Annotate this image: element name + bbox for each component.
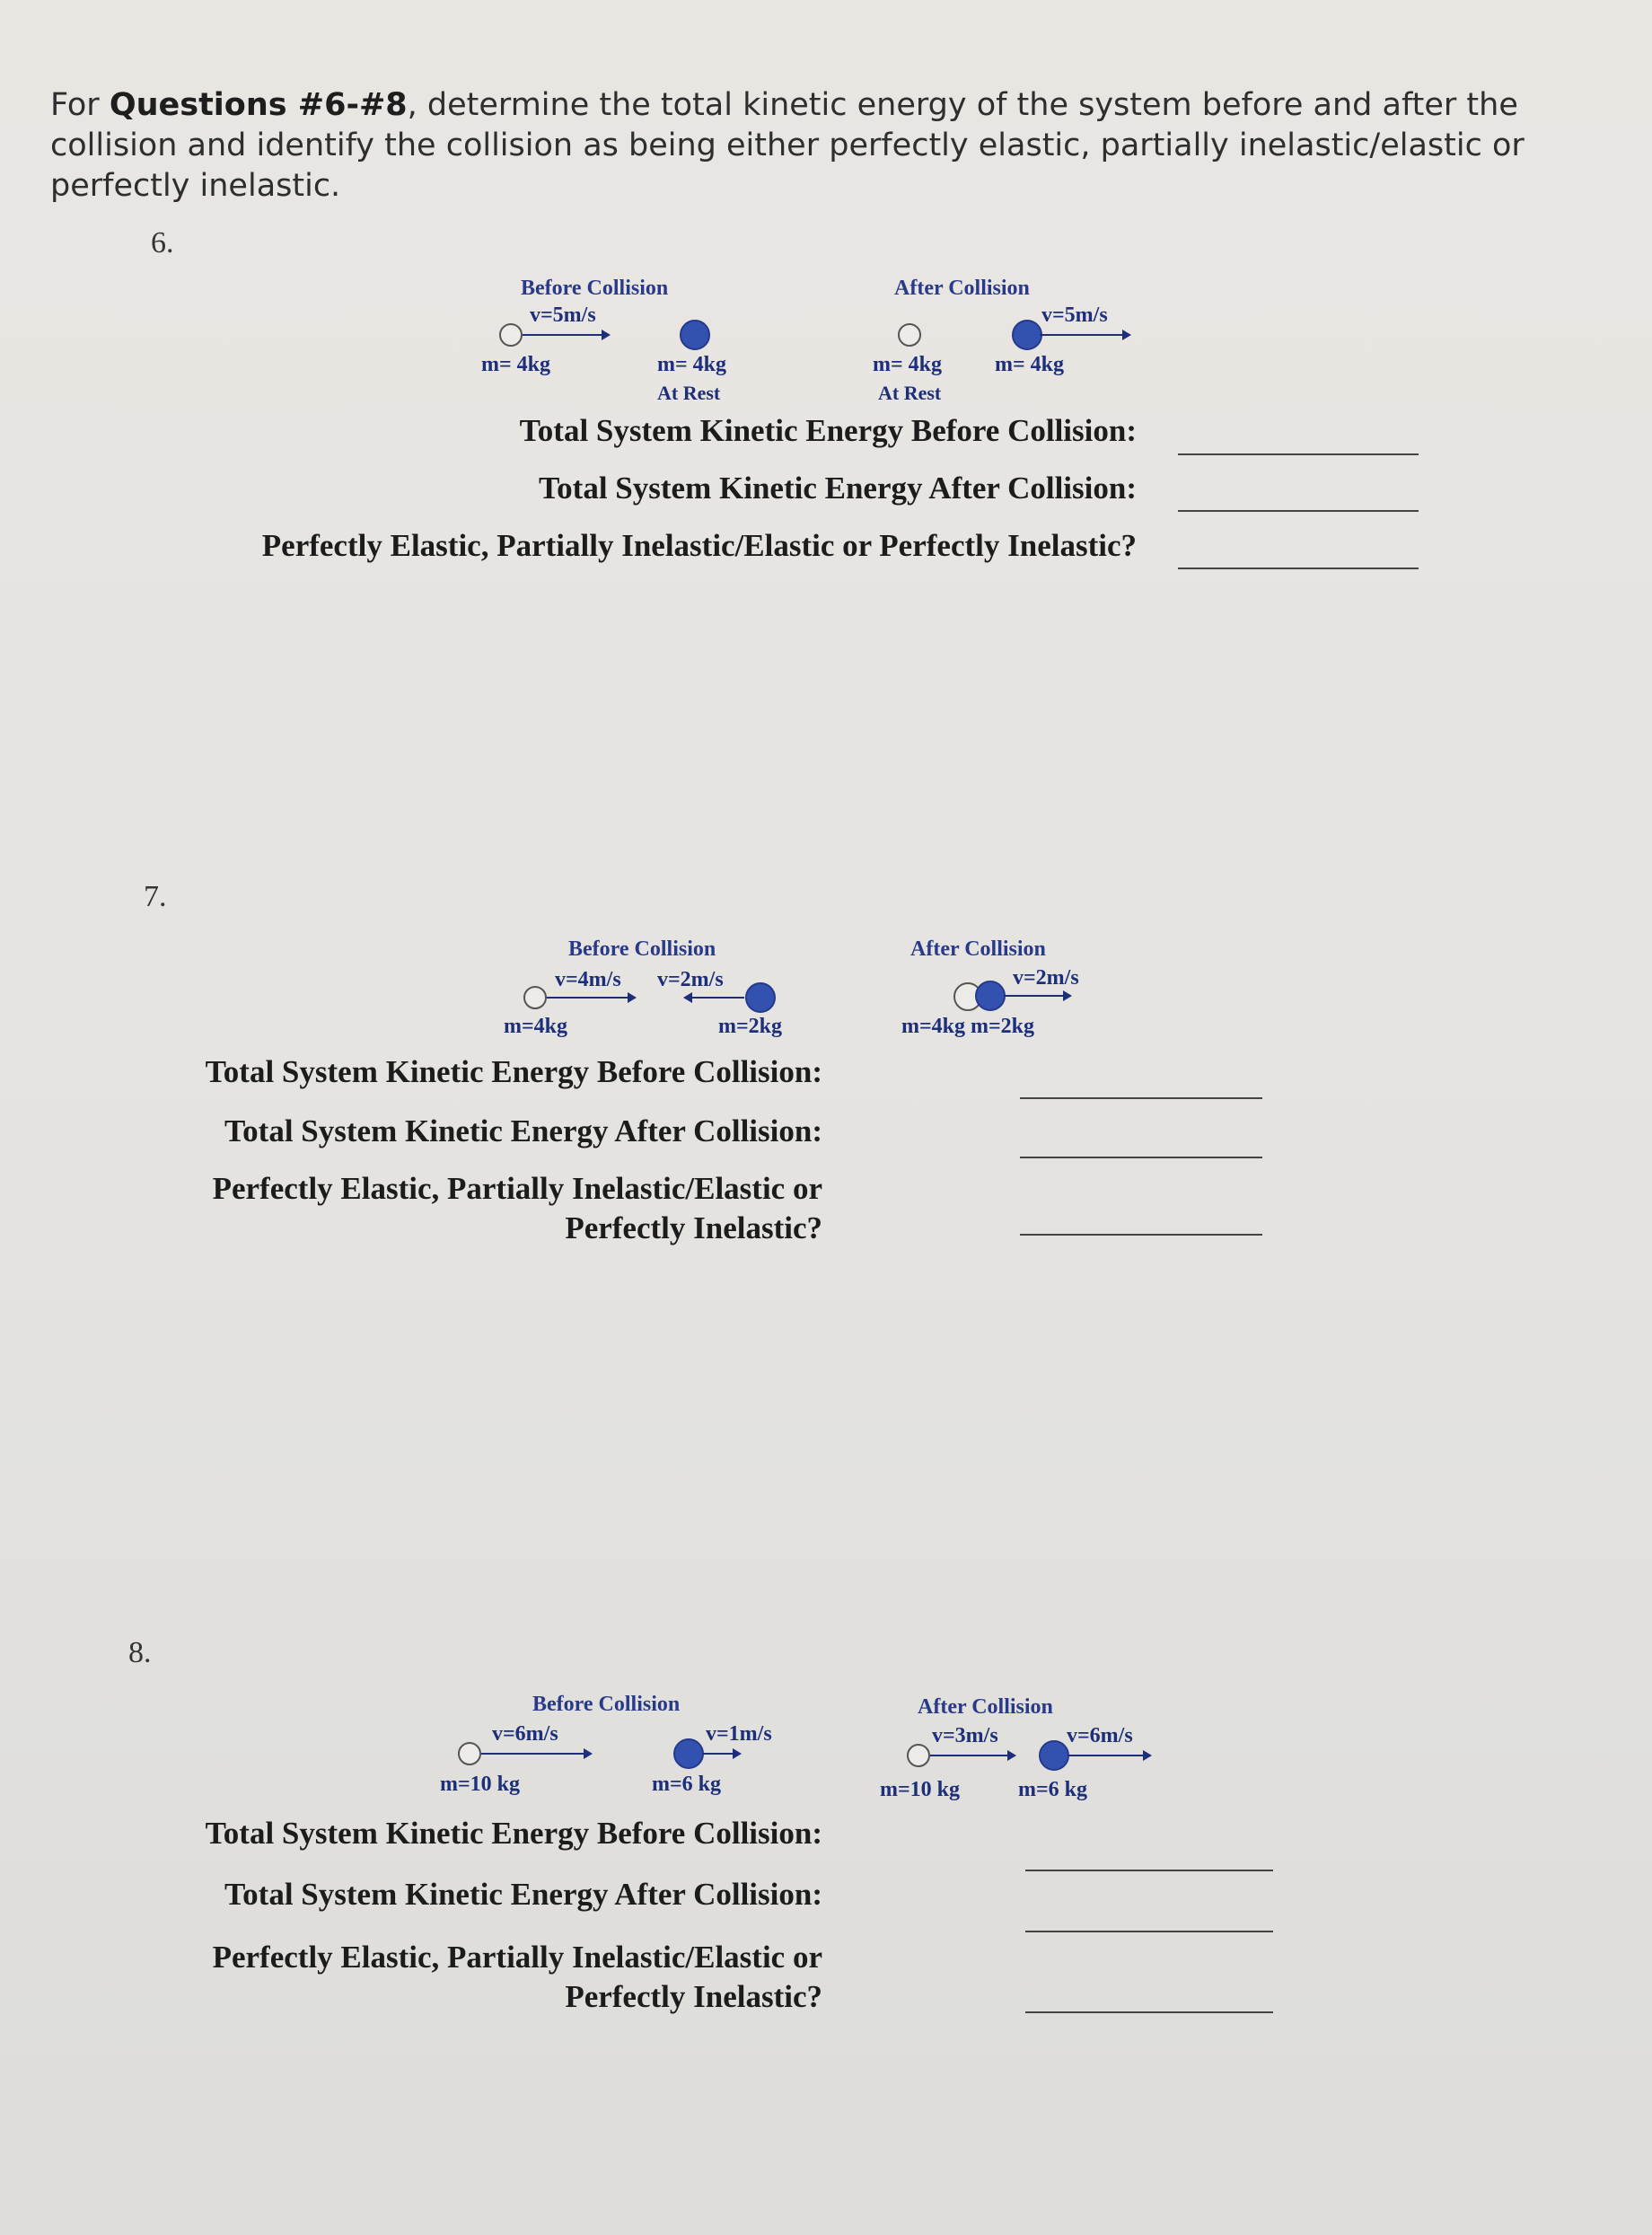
q8-before-velocity-2: v=1m/s xyxy=(706,1722,772,1746)
q7-before-arrow-right xyxy=(547,997,635,999)
instructions-text: , determine the total kinetic energy of the system before and after the collision and identify the collision as being either perfectly elastic, partially inelastic/elastic or perfectly inelastic. xyxy=(50,87,1525,204)
q6-after-heading: After Collision xyxy=(894,277,1030,300)
q8-ke-after-label: Total System Kinetic Energy After Collision: xyxy=(224,1877,822,1912)
instructions-bold: Questions #6-#8 xyxy=(109,87,408,123)
q6-type-label: Perfectly Elastic, Partially Inelastic/Elastic or Perfectly Inelastic? xyxy=(261,528,1137,563)
question-7-number: 7. xyxy=(144,880,167,913)
q7-type-line-2: Perfectly Inelastic? xyxy=(565,1210,822,1245)
instructions-prefix: For xyxy=(50,87,110,123)
q6-before-arrow xyxy=(523,334,609,336)
q7-ke-after-blank[interactable] xyxy=(1020,1157,1262,1158)
q8-ke-after-blank[interactable] xyxy=(1025,1931,1273,1932)
q8-type-blank[interactable] xyxy=(1025,2011,1273,2013)
q6-before-at-rest: At Rest xyxy=(657,382,721,404)
q6-ke-before-label: Total System Kinetic Energy Before Collision: xyxy=(519,413,1137,448)
q7-type-line-1: Perfectly Elastic, Partially Inelastic/Elastic or xyxy=(212,1171,822,1206)
q6-before-velocity: v=5m/s xyxy=(530,304,596,327)
q6-ke-before-blank[interactable] xyxy=(1178,453,1419,455)
q7-type-label xyxy=(213,1169,822,1248)
q8-before-heading: Before Collision xyxy=(532,1693,681,1716)
q8-after-arrow-1 xyxy=(930,1755,1015,1756)
q6-after-mass-1: m= 4kg xyxy=(873,353,943,376)
q6-after-ball-blue xyxy=(1012,320,1042,350)
instructions xyxy=(50,85,1577,207)
q6-before-ball-white xyxy=(499,323,523,347)
q7-after-ball-blue xyxy=(975,981,1006,1011)
q7-before-velocity-2: v=2m/s xyxy=(657,968,724,991)
q7-type-blank[interactable] xyxy=(1020,1234,1262,1236)
q8-after-mass-1: m=10 kg xyxy=(880,1778,961,1801)
q7-ke-after-label: Total System Kinetic Energy After Collision: xyxy=(224,1113,822,1148)
q7-after-velocity: v=2m/s xyxy=(1013,966,1079,990)
q6-before-ball-blue xyxy=(680,320,710,350)
q6-before-heading: Before Collision xyxy=(521,277,669,300)
q6-after-arrow xyxy=(1040,334,1129,336)
q7-before-mass-2: m=2kg xyxy=(718,1015,783,1038)
q8-before-ball-blue xyxy=(673,1738,704,1769)
q8-type-line-2: Perfectly Inelastic? xyxy=(565,1979,822,2014)
q8-before-ball-white xyxy=(458,1742,481,1765)
q8-ke-before-label: Total System Kinetic Energy Before Collision: xyxy=(205,1816,822,1851)
q8-after-ball-blue xyxy=(1039,1740,1069,1771)
q7-before-velocity-1: v=4m/s xyxy=(555,968,621,991)
q6-type-blank[interactable] xyxy=(1178,568,1419,569)
q8-after-mass-2: m=6 kg xyxy=(1018,1778,1088,1801)
q8-after-heading: After Collision xyxy=(918,1695,1053,1719)
q8-type-line-1: Perfectly Elastic, Partially Inelastic/Elastic or xyxy=(212,1940,822,1975)
q7-before-ball-blue xyxy=(745,982,776,1013)
q8-after-velocity-1: v=3m/s xyxy=(932,1724,998,1747)
q7-before-arrow-left xyxy=(685,997,744,999)
q7-after-heading: After Collision xyxy=(910,937,1046,961)
q8-before-arrow-1 xyxy=(481,1753,591,1755)
q6-after-mass-2: m= 4kg xyxy=(995,353,1065,376)
q6-after-velocity: v=5m/s xyxy=(1041,304,1108,327)
q8-before-mass-2: m=6 kg xyxy=(652,1773,722,1796)
q8-before-arrow-2 xyxy=(702,1753,740,1755)
q8-after-ball-white xyxy=(907,1744,930,1767)
q6-before-mass-2: m= 4kg xyxy=(657,353,727,376)
q6-ke-after-label: Total System Kinetic Energy After Collision: xyxy=(539,471,1137,506)
q8-type-label xyxy=(213,1938,822,2017)
q7-before-ball-white xyxy=(523,986,547,1009)
q7-after-masses: m=4kg m=2kg xyxy=(901,1015,1035,1038)
q8-after-velocity-2: v=6m/s xyxy=(1067,1724,1133,1747)
q8-ke-before-blank[interactable] xyxy=(1025,1870,1273,1871)
question-8-number: 8. xyxy=(128,1636,152,1669)
q6-before-mass-1: m= 4kg xyxy=(481,353,551,376)
q8-before-velocity-1: v=6m/s xyxy=(492,1722,558,1746)
q6-ke-after-blank[interactable] xyxy=(1178,510,1419,512)
q8-before-mass-1: m=10 kg xyxy=(440,1773,521,1796)
q7-ke-before-label: Total System Kinetic Energy Before Collision: xyxy=(205,1054,822,1089)
q7-ke-before-blank[interactable] xyxy=(1020,1097,1262,1099)
q6-after-ball-white xyxy=(898,323,921,347)
q8-after-arrow-2 xyxy=(1068,1755,1150,1756)
q6-after-at-rest: At Rest xyxy=(878,382,942,404)
q7-after-arrow xyxy=(1004,995,1070,997)
q7-before-heading: Before Collision xyxy=(568,937,716,961)
question-6-number: 6. xyxy=(151,226,174,260)
q7-before-mass-1: m=4kg xyxy=(504,1015,568,1038)
